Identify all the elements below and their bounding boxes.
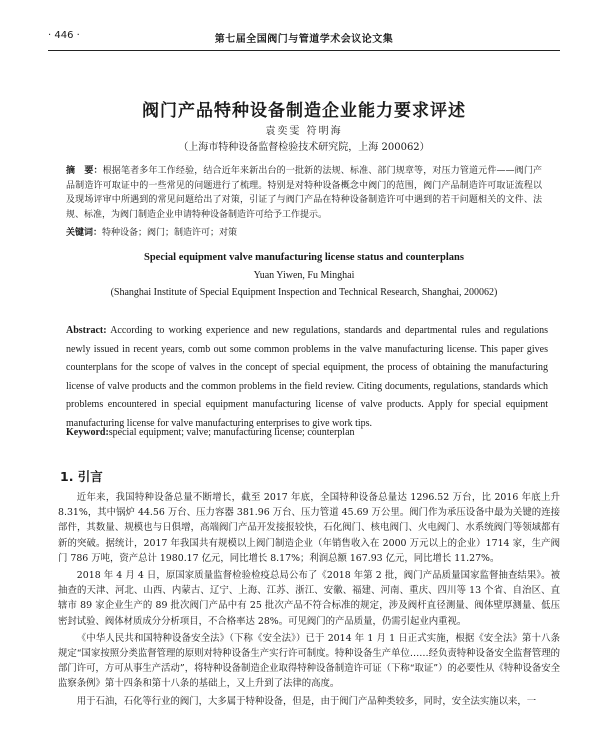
body-text [58, 490, 560, 711]
page-number: · 446 · [48, 30, 80, 41]
abstract-en-text: According to working experience and new regulations, standards and departmental rules and regulations newly issued in recent years, comb out some common problems in the valve manufacturing license. This paper gives counterplans for the scope of valves in the concept of special equipment, the process of obtaining the manufacturing license of valve products and the common problems in the field review. Citing documents, regulations, standards which problems encountered in special equipment manufacturing license of valve products. Apply for special equipment manufacturing license for valve manufacturing enterprises to give work tips. [66, 325, 548, 429]
paragraph: 近年来，我国特种设备总量不断增长，截至 2017 年底，全国特种设备总量达 1296.52 万台，比 2016 年底上升 8.31%，其中锅炉 44.56 万台、压力容器 381.96 万台、压力管道 45.69 万公里。阀门作为承压设备中最为关键的连接部件，其数量、规模也与日俱增，高端阀门产品开发接报较快，石化阀门、核电阀门、火电阀门、水系统阀门等领域都有新的突破。据统计，2017 年我国共有规模以上阀门制造企业（年销售收入在 2000 万元以上的企业）1714 家，生产阀门 786 万吨，资产总计 1980.17 亿元，同比增长 8.17%；利润总额 167.93 亿元，同比增长 11.27%。 [58, 492, 560, 564]
affiliation-en: (Shanghai Institute of Special Equipment Inspection and Technical Research, Shanghai, 200062) [110, 287, 498, 298]
abstract-cn-text: 根据笔者多年工作经验，结合近年来新出台的一批新的法规、标准、部门规章等，对压力管道元件——阀门产品制造许可取证中的一些常见的问题进行了梳理。特别是对特种设备概念中阀门的范围，阀门产品制造许可取证流程以及现场评审中所遇到的常见问题给出了对策，引证了与阀门产品在特种设备制造许可中遇到的若干问题相关的文件、法规、标准，为阀门制造企业申请特种设备制造许可给予工作提示。 [66, 166, 542, 220]
keywords-cn [66, 225, 542, 238]
keywords-cn-label: 关键词： [66, 228, 103, 238]
running-header [48, 30, 560, 46]
paper-title-en: Special equipment valve manufacturing license status and counterplans [144, 252, 464, 263]
keywords-cn-text: 特种设备；阀门；制造许可；对策 [102, 228, 238, 238]
paper-title-cn: 阀门产品特种设备制造企业能力要求评述 [142, 101, 466, 121]
keywords-en-label: Keyword: [66, 427, 109, 438]
paragraph: 《中华人民共和国特种设备安全法》（下称《安全法》）已于 2014 年 1 月 1 日正式实施，根据《安全法》第十八条规定“国家按照分类监督管理的原则对特种设备生产实行许可制度。特种设备生产单位……经负责特种设备安全监督管理的部门许可，方可从事生产活动”，将特种设备制造企业取得特种设备制造许可证（下称“取证”）的必要性从《特种设备安全监察条例》第十四条和第十八条的基础上，又上升到了法律的高度。 [58, 632, 560, 690]
keywords-en-text: special equipment; valve; manufacturing license; counterplan [108, 427, 355, 438]
section-heading: 1. 引言 [60, 469, 103, 484]
abstract-cn-label: 摘 要： [66, 166, 103, 176]
abstract-en-label: Abstract: [66, 325, 107, 336]
paragraph: 用于石油，石化等行业的阀门，大多属于特种设备，但是，由于阀门产品种类较多，同时，安全法实施以来，一 [76, 695, 537, 707]
journal-title: 第七届全国阀门与管道学术会议论文集 [214, 34, 394, 45]
affiliation-cn: （上海市特种设备监督检验技术研究院，上海 200062） [178, 142, 430, 153]
authors-cn: 袁奕雯 符明海 [265, 126, 343, 137]
abstract-en [66, 322, 548, 434]
keywords-en [66, 427, 548, 438]
abstract-cn [66, 164, 542, 222]
paragraph: 2018 年 4 月 4 日，原国家质量监督检验检疫总局公布了《2018 年第 2 批，阀门产品质量国家监督抽查结果》。被抽查的天津、河北、山西、内蒙古、辽宁、上海、江苏、浙江、安徽、福建、河南、重庆、四川等 13 个省、自治区、直辖市 89 家企业生产的 89 批次阀门产品中有 25 批次产品不符合标准的规定，涉及阀杆直径测量、阀体壁厚测量、低压密封试验、阀体材质成分分析项目，不合格率达 28%。可见阀门的产品质量，仍需引起业内重视。 [58, 570, 560, 627]
header-rule [48, 50, 560, 51]
authors-en: Yuan Yiwen, Fu Minghai [253, 270, 355, 281]
